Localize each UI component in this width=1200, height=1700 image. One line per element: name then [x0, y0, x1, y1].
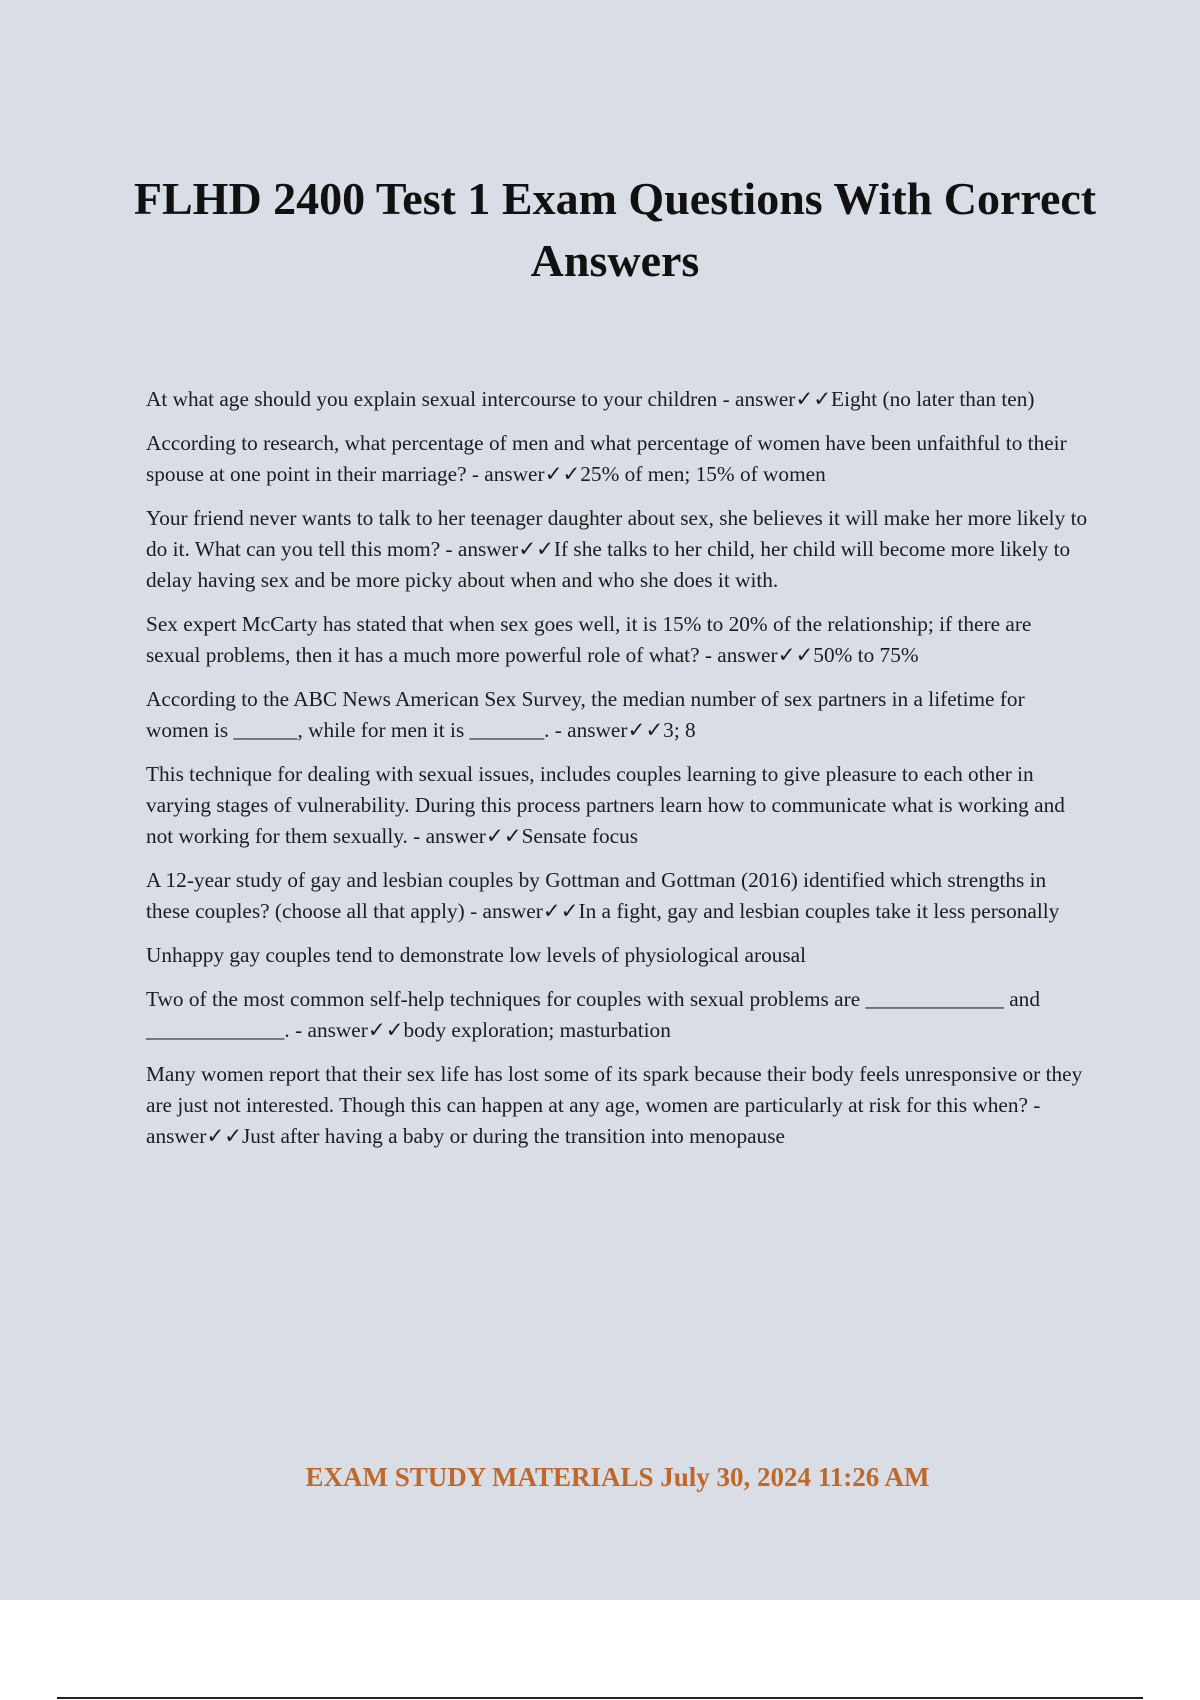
qa-item: According to the ABC News American Sex Survey, the median number of sex partners in a lifetime for women is ______, while for men it is _______. - answer✓✓3; 8: [146, 687, 1025, 742]
qa-item: Two of the most common self-help techniques for couples with sexual problems are _____________ and _____________. - answer✓✓body exploration; masturbation: [146, 987, 1040, 1042]
qa-item: Unhappy gay couples tend to demonstrate low levels of physiological arousal: [146, 943, 807, 967]
qa-item: Many women report that their sex life has lost some of its spark because their body feels unresponsive or they are just not interested. Though this can happen at any age, women are particularly at risk for this when? - answer✓✓Just after having a baby or during the transition into menopause: [146, 1062, 1083, 1148]
qa-list: [146, 384, 1090, 1165]
qa-item: This technique for dealing with sexual issues, includes couples learning to give pleasure to each other in varying stages of vulnerability. During this process partners learn how to communicate what is working and not working for them sexually. - answer✓✓Sensate focus: [146, 762, 1065, 848]
document-title: FLHD 2400 Test 1 Exam Questions With Correct Answers: [133, 173, 1097, 286]
qa-item: Sex expert McCarty has stated that when sex goes well, it is 15% to 20% of the relationship; if there are sexual problems, then it has a much more powerful role of what? - answer✓✓50% to 75%: [146, 612, 1032, 667]
footer-stamp: EXAM STUDY MATERIALS July 30, 2024 11:26 AM: [305, 1462, 930, 1492]
qa-item: Your friend never wants to talk to her teenager daughter about sex, she believes it will make her more likely to do it. What can you tell this mom? - answer✓✓If she talks to her child, her child will become more likely to delay having sex and be more picky about when and who she does it with.: [146, 506, 1088, 592]
qa-item: According to research, what percentage of men and what percentage of women have been unfaithful to their spouse at one point in their marriage? - answer✓✓25% of men; 15% of women: [146, 431, 1067, 486]
qa-item: A 12-year study of gay and lesbian couples by Gottman and Gottman (2016) identified which strengths in these couples? (choose all that apply) - answer✓✓In a fight, gay and lesbian couples take it less personally: [146, 868, 1060, 923]
bottom-divider: [57, 1697, 1143, 1699]
qa-item: At what age should you explain sexual intercourse to your children - answer✓✓Eight (no later than ten): [146, 387, 1035, 411]
